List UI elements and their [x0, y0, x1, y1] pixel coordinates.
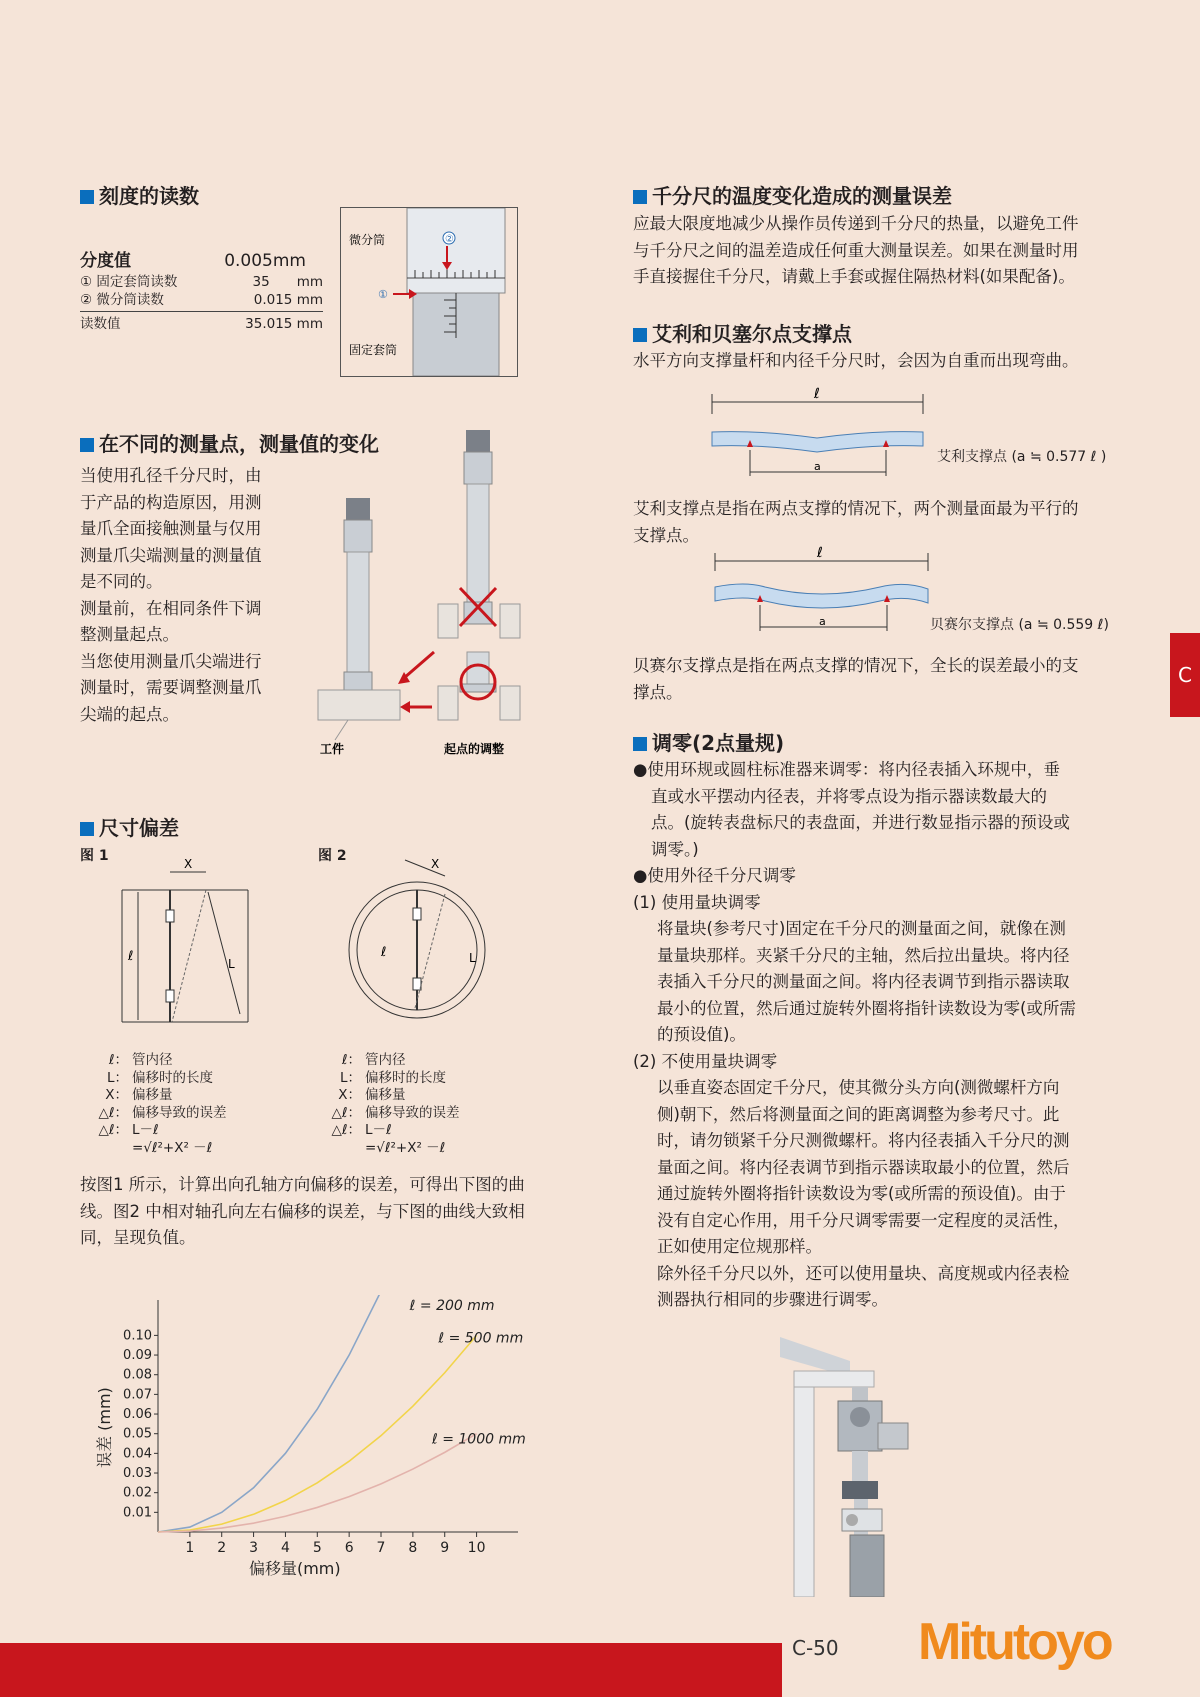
measpoint-text [80, 463, 295, 728]
text-line: 没有自定心作用，用千分尺调零需要一定程度的灵活性， [657, 1210, 1070, 1230]
bessel-a-label: a [819, 615, 826, 628]
text-line: 尖端的起点。 [80, 704, 179, 724]
legend-value: 管内径 [132, 1052, 173, 1068]
legend-value: =√ℓ²+X² －ℓ [365, 1139, 446, 1156]
page-number: C-50 [792, 1636, 839, 1660]
series-line [158, 1335, 477, 1532]
y-tick-label: 0.08 [123, 1367, 152, 1383]
legend-value: L－ℓ [132, 1122, 159, 1138]
x-tick-label: 3 [249, 1540, 259, 1556]
sleeve-callout: 固定套筒 [349, 343, 398, 357]
x-tick-label: 10 [467, 1540, 486, 1556]
legend-key: X： [338, 1087, 361, 1103]
x-tick-label: 7 [376, 1540, 386, 1556]
y-tick-label: 0.09 [123, 1348, 152, 1364]
x-tick-label: 4 [280, 1540, 290, 1556]
text-line: 的预设值)。 [657, 1025, 746, 1044]
legend-key [313, 1140, 361, 1158]
thimble-callout: 微分筒 [349, 233, 386, 247]
airy-point-label: 艾利支撑点 (a ≒ 0.577 ℓ ) [937, 449, 1107, 465]
bessel-diagram [705, 545, 945, 635]
y-tick-label: 0.05 [123, 1426, 152, 1442]
text-line: 测量爪尖端测量的测量值 [80, 545, 262, 565]
legend-value: =√ℓ²+X² －ℓ [132, 1139, 213, 1156]
chart-labels [95, 1298, 526, 1578]
fig1-L: L [228, 957, 235, 971]
fig1-l: ℓ [128, 949, 134, 964]
fig1-drawing [110, 850, 260, 1030]
graduation-label: 分度值 [80, 251, 131, 271]
legend-key: L： [106, 1069, 128, 1086]
fig2-label: 图 2 [318, 848, 347, 864]
dimdev-heading: 尺寸偏差 [80, 812, 179, 841]
temp-heading: 千分尺的温度变化造成的测量误差 [633, 180, 952, 209]
legend-value: 偏移时的长度 [132, 1069, 213, 1086]
text-line: 撑点。 [633, 682, 683, 702]
x-tick-label: 5 [312, 1540, 322, 1556]
text-line: 同，呈现负值。 [80, 1228, 196, 1247]
text-line: 整测量起点。 [80, 625, 179, 644]
text-line: 最小的位置，然后通过旋转外圈将指针读数设为零(或所需 [657, 998, 1076, 1018]
y-tick-label: 0.01 [123, 1505, 152, 1521]
airy-diagram [700, 380, 940, 480]
text-line: 量面之间。将内径表调节到指示器读取最小的位置，然后 [657, 1157, 1070, 1177]
fig2-legend [313, 1052, 513, 1157]
text-line: 正如使用定位规那样。 [657, 1237, 822, 1256]
text-line: 是不同的。 [80, 572, 163, 591]
text-line: 表插入千分尺的测量面之间。将内径表调节到指示器读取 [657, 972, 1070, 991]
legend-key: △ℓ： [98, 1104, 128, 1121]
fig2-drawing [345, 850, 500, 1030]
thimble-reading-label: ② 微分筒读数 [80, 291, 164, 308]
text-line: 时，请勿锁紧千分尺测微螺杆。将内径表插入千分尺的测 [657, 1131, 1070, 1150]
legend-key: △ℓ： [331, 1122, 361, 1138]
text-line: 支撑点。 [633, 525, 699, 545]
text-line: 量爪全面接触测量与仅用 [80, 519, 262, 538]
text-line: 直或水平摆动内径表，并将零点设为指示器读数最大的 [651, 786, 1047, 806]
dimdev-paragraph [80, 1172, 580, 1252]
y-tick-label: 0.10 [123, 1328, 152, 1344]
gauge-head [346, 498, 370, 522]
text-line: 调零。) [651, 839, 699, 859]
micrometer-drawing [341, 208, 517, 376]
text-line: (1) 使用量块调零 [633, 892, 761, 912]
sleeve-reading-label: ① 固定套筒读数 [80, 274, 178, 290]
text-line: 应最大限度地减少从操作员传递到千分尺的热量，以避免工件 [633, 214, 1079, 233]
x-tick-label: 6 [344, 1540, 354, 1556]
fig1-legend [80, 1052, 280, 1157]
knurled-ring [842, 1481, 878, 1499]
zero-setting-heading: 调零(2点量规) [633, 727, 784, 756]
micrometer-scale-figure [340, 207, 518, 377]
text-line: 侧)朝下，然后将测量面之间的距离调整为参考尺寸。此 [657, 1104, 1060, 1124]
airy-description [633, 496, 1143, 549]
text-line: ●使用外径千分尺调零 [633, 866, 796, 885]
y-axis-label: 误差 (mm) [95, 1387, 114, 1468]
footer-bar [0, 1643, 782, 1697]
airy-intro: 水平方向支撑量杆和内径千分尺时，会因为自重而出现弯曲。 [633, 351, 1079, 370]
legend-key [80, 1140, 128, 1158]
chart-series [158, 1295, 477, 1532]
y-tick-label: 0.03 [123, 1466, 152, 1482]
x-tick-label: 8 [408, 1540, 418, 1556]
fig2-x: X [431, 857, 440, 871]
legend-key: X： [105, 1087, 128, 1103]
text-line: ●使用环规或圆柱标准器来调零：将内径表插入环规中，垂 [633, 760, 1060, 779]
sleeve-marker: ① [378, 288, 388, 301]
text-line: 量量块那样。夹紧千分尺的主轴，然后拉出量块。将内径 [657, 945, 1070, 965]
series-label: ℓ = 500 mm [438, 1330, 524, 1347]
workpiece [318, 690, 400, 720]
arrow-icon [404, 652, 434, 678]
text-line: 艾利支撑点是指在两点支撑的情况下，两个测量面最为平行的 [633, 499, 1079, 518]
reading-value: 35.015 mm [245, 316, 323, 332]
scale-table [80, 250, 323, 334]
measpoint-heading: 在不同的测量点，测量值的变化 [80, 428, 379, 457]
legend-key: △ℓ： [331, 1104, 361, 1121]
text-line: 线。图2 中相对轴孔向左右偏移的误差，与下图的曲线大致相 [80, 1201, 525, 1221]
x-tick-label: 1 [185, 1540, 195, 1556]
thimble-marker: ② [445, 234, 454, 245]
fig2-l: ℓ [381, 945, 387, 960]
temp-text [633, 211, 1143, 291]
text-line: 贝赛尔支撑点是指在两点支撑的情况下，全长的误差最小的支 [633, 656, 1079, 675]
legend-key: △ℓ： [98, 1122, 128, 1138]
legend-key: L： [339, 1069, 361, 1086]
series-label: ℓ = 1000 mm [431, 1431, 526, 1448]
legend-value: 偏移量 [365, 1087, 406, 1103]
airy-length-label: ℓ [814, 386, 820, 402]
bessel-point-label: 贝赛尔支撑点 (a ≒ 0.559 ℓ) [930, 617, 1109, 633]
text-line: 测器执行相同的步骤进行调零。 [657, 1290, 888, 1309]
text-line: 按图1 所示，计算出向孔轴方向偏移的误差，可得出下图的曲 [80, 1175, 525, 1194]
reading-label: 读数值 [80, 316, 121, 332]
text-line: 测量时，需要调整测量爪 [80, 678, 262, 697]
x-axis-label: 偏移量(mm) [248, 1559, 341, 1578]
scale-heading: 刻度的读数 [80, 180, 199, 209]
legend-value: 偏移导致的误差 [132, 1104, 227, 1121]
y-tick-label: 0.07 [123, 1387, 152, 1403]
fig1-x: X [184, 857, 193, 871]
text-line: (2) 不使用量块调零 [633, 1051, 778, 1071]
text-line: 测量前，在相同条件下调 [80, 598, 262, 618]
legend-key: ℓ： [108, 1052, 128, 1068]
fig1-label: 图 1 [80, 848, 109, 864]
fig2-L: L [469, 951, 476, 965]
text-line: 通过旋转外圈将指针读数设为零(或所需的预设值)。由于 [657, 1184, 1066, 1203]
y-tick-label: 0.02 [123, 1485, 152, 1501]
zero-setting-body [633, 757, 1173, 1314]
text-line: 当您使用测量爪尖端进行 [80, 651, 262, 671]
measpoint-figure [310, 420, 540, 760]
text-line: 以垂直姿态固定千分尺，使其微分头方向(测微螺杆方向 [657, 1078, 1060, 1097]
text-line: 手直接握住千分尺，请戴上手套或握住隔热材料(如果配备)。 [633, 267, 1075, 286]
thimble-reading-value: 0.015 mm [253, 291, 323, 308]
text-line: 于产品的构造原因，用测 [80, 492, 262, 512]
legend-value: 偏移时的长度 [365, 1069, 446, 1086]
gauge-head [466, 430, 490, 454]
origin-label: 起点的调整 [444, 742, 505, 756]
text-line: 当使用孔径千分尺时，由 [80, 466, 262, 485]
airy-bessel-heading: 艾利和贝塞尔点支撑点 [633, 318, 852, 347]
legend-key: ℓ： [341, 1052, 361, 1068]
bessel-description [633, 653, 1143, 706]
graduation-value: 0.005mm [224, 251, 306, 271]
text-line: 除外径千分尺以外，还可以使用量块、高度规或内径表检 [657, 1263, 1070, 1283]
section-tab: C [1170, 633, 1200, 717]
y-tick-label: 0.04 [123, 1446, 152, 1462]
workpiece-label: 工件 [320, 742, 345, 756]
legend-value: 偏移导致的误差 [365, 1104, 460, 1121]
text-line: 点。(旋转表盘标尺的表盘面，并进行数显指示器的预设或 [651, 813, 1070, 832]
x-tick-label: 9 [440, 1540, 450, 1556]
micrometer-setting-figure [780, 1337, 915, 1597]
bessel-length-label: ℓ [817, 545, 823, 561]
deviation-error-chart [80, 1295, 530, 1585]
legend-value: 偏移量 [132, 1087, 173, 1103]
legend-value: 管内径 [365, 1052, 406, 1068]
airy-a-label: a [814, 460, 821, 473]
x-tick-label: 2 [217, 1540, 227, 1556]
text-line: 与千分尺之间的温差造成任何重大测量误差。如果在测量时用 [633, 240, 1079, 260]
text-line: 将量块(参考尺寸)固定在千分尺的测量面之间，就像在测 [657, 919, 1066, 938]
sleeve-reading-value: 35 mm [252, 274, 323, 290]
brand-logo: Mitutoyo [918, 1613, 1111, 1671]
series-label: ℓ = 200 mm [409, 1297, 495, 1314]
legend-value: L－ℓ [365, 1122, 392, 1138]
y-tick-label: 0.06 [123, 1407, 152, 1423]
